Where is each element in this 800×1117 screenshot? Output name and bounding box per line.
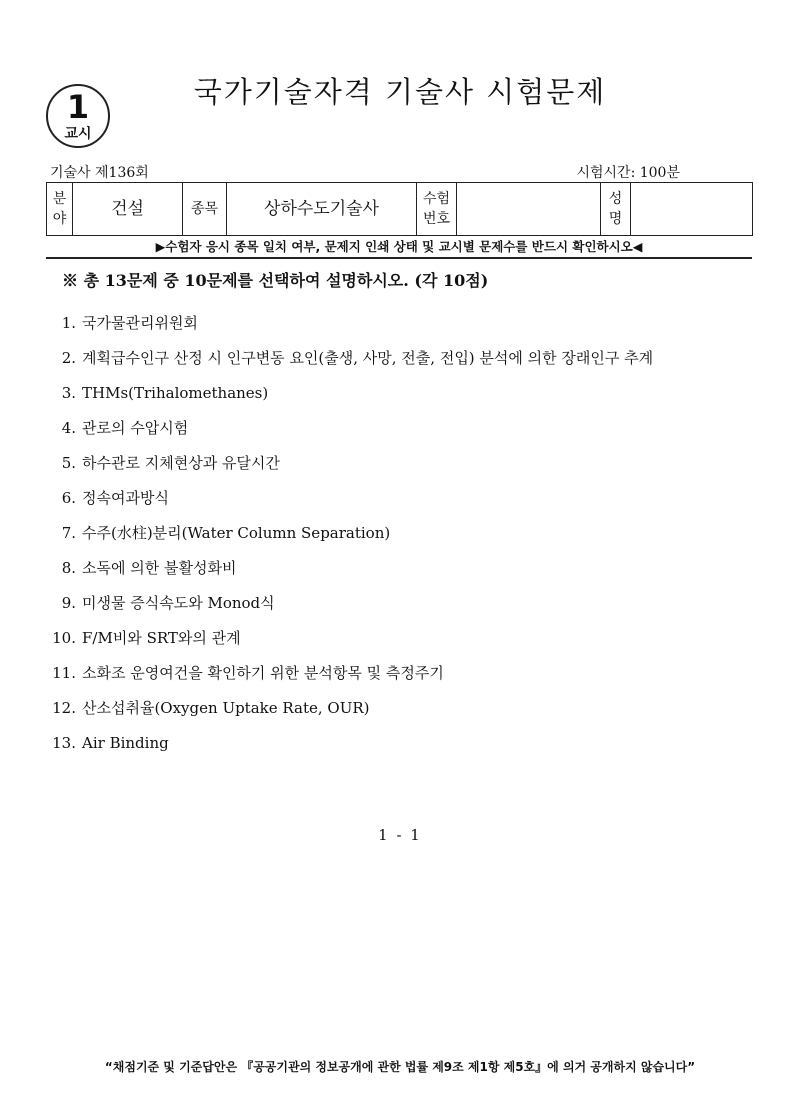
name-label-text: 성 명 xyxy=(608,191,623,227)
question-text: 미생물 증식속도와 Monod식 xyxy=(82,594,275,612)
instruction: ※ 총 13문제 중 10문제를 선택하여 설명하시오. (각 10점) xyxy=(62,271,489,290)
question-item xyxy=(44,312,764,347)
question-item xyxy=(44,592,764,627)
exam-header xyxy=(50,162,750,182)
exam-number-label-text: 수험 번호 xyxy=(422,191,451,227)
page-title: 국가기술자격 기술사 시험문제 xyxy=(193,75,607,109)
question-item xyxy=(44,522,764,557)
category-label: 종목 xyxy=(183,183,227,236)
question-text: THMs(Trihalomethanes) xyxy=(82,384,269,402)
exam-number-field[interactable] xyxy=(457,183,601,236)
question-text: F/M비와 SRT와의 관계 xyxy=(82,629,241,647)
exam-number-label xyxy=(417,183,457,236)
field-label xyxy=(47,183,73,236)
question-number: 11. xyxy=(52,664,76,682)
field-value: 건설 xyxy=(73,183,183,236)
question-item xyxy=(44,697,764,732)
question-list xyxy=(44,312,764,767)
question-item xyxy=(44,627,764,662)
session-badge xyxy=(46,84,110,148)
question-item xyxy=(44,557,764,592)
question-text: 하수관로 지체현상과 유달시간 xyxy=(82,454,280,472)
question-number: 2. xyxy=(61,349,76,367)
question-item xyxy=(44,417,764,452)
question-item xyxy=(44,487,764,522)
check-notice: ▶수험자 응시 종목 일치 여부, 문제지 인쇄 상태 및 교시별 문제수를 반드시 확인하시오◀ xyxy=(46,237,752,259)
question-number: 7. xyxy=(61,524,76,542)
question-text: 소독에 의한 불활성화비 xyxy=(82,559,237,577)
question-number: 5. xyxy=(61,454,76,472)
question-number: 10. xyxy=(52,629,76,647)
question-item xyxy=(44,347,764,382)
exam-time: 시험시간: 100분 xyxy=(576,165,680,181)
question-item xyxy=(44,452,764,487)
question-text: 수주(水柱)분리(Water Column Separation) xyxy=(82,524,391,542)
question-text: 관로의 수압시험 xyxy=(82,419,189,437)
question-number: 9. xyxy=(61,594,76,612)
field-label-text: 분 야 xyxy=(52,191,67,227)
question-item xyxy=(44,382,764,417)
exam-round: 기술사 제136회 xyxy=(50,165,149,181)
question-number: 12. xyxy=(52,699,76,717)
question-number: 1. xyxy=(61,314,76,332)
question-number: 3. xyxy=(61,384,76,402)
question-number: 13. xyxy=(52,734,76,752)
page-number: 1 - 1 xyxy=(378,826,422,844)
question-text: 국가물관리위원회 xyxy=(82,314,198,332)
question-text: Air Binding xyxy=(82,734,169,752)
name-field[interactable] xyxy=(631,183,753,236)
exam-info-table xyxy=(46,182,753,236)
question-item xyxy=(44,662,764,697)
question-number: 4. xyxy=(61,419,76,437)
question-text: 계획급수인구 산정 시 인구변동 요인(출생, 사망, 전출, 전입) 분석에 의한 장래인구 추계 xyxy=(82,349,654,367)
session-number: 1 xyxy=(66,88,90,126)
category-value: 상하수도기술사 xyxy=(227,183,417,236)
question-number: 8. xyxy=(61,559,76,577)
question-text: 산소섭취율(Oxygen Uptake Rate, OUR) xyxy=(82,699,370,717)
disclosure-footer: “채점기준 및 기준답안은 『공공기관의 정보공개에 관한 법률 제9조 제1항 제5호』에 의거 공개하지 않습니다” xyxy=(104,1060,696,1074)
question-text: 소화조 운영여건을 확인하기 위한 분석항목 및 측정주기 xyxy=(82,664,444,682)
session-label: 교시 xyxy=(64,126,92,142)
question-item xyxy=(44,732,764,767)
question-number: 6. xyxy=(61,489,76,507)
name-label xyxy=(601,183,631,236)
question-text: 정속여과방식 xyxy=(82,489,169,507)
